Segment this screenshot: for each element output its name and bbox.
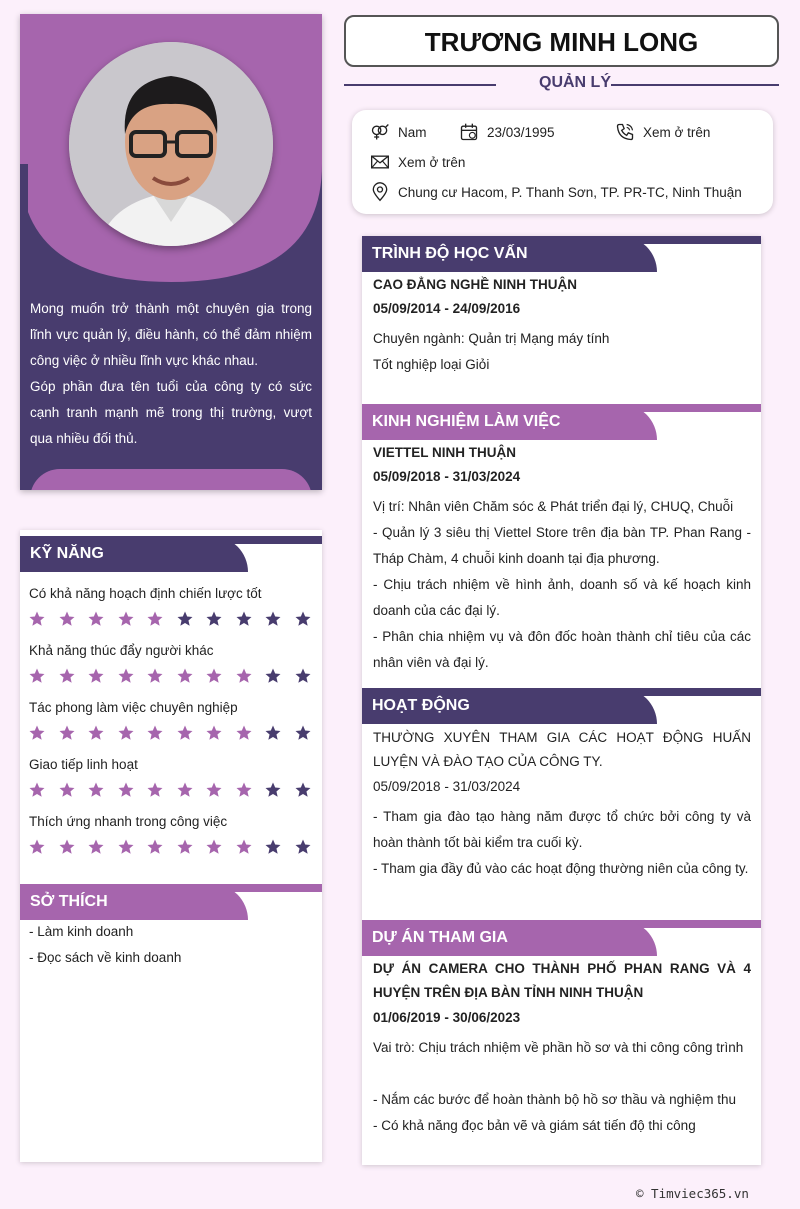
project-role: Vai trò: Chịu trách nhiệm về phần hồ sơ và thi công công trình (373, 1040, 744, 1055)
star-icon (235, 838, 253, 856)
hobbies-heading (20, 884, 322, 920)
project-item: - Có khả năng đọc bản vẽ và giám sát tiến độ thi công (373, 1118, 696, 1133)
project-dates: 01/06/2019 - 30/06/2023 (373, 1010, 521, 1025)
star-icon (117, 781, 135, 799)
education-school: CAO ĐẲNG NGHỀ NINH THUẬN (373, 277, 577, 292)
activities-title: THƯỜNG XUYÊN THAM GIA CÁC HOẠT ĐỘNG HUẤN LUYỆN VÀ ĐÀO TẠO CỦA CÔNG TY. (373, 730, 751, 769)
star-icon (146, 667, 164, 685)
star-icon (146, 838, 164, 856)
skills-card (20, 530, 322, 1162)
star-icon (58, 610, 76, 628)
footer-copyright: © Timviec365.vn (636, 1186, 749, 1201)
star-icon (146, 610, 164, 628)
email-value: Xem ở trên (398, 154, 466, 170)
experience-company: VIETTEL NINH THUẬN (373, 445, 517, 460)
star-icon (294, 724, 312, 742)
job-title: QUẢN LÝ (539, 74, 611, 91)
phone-icon (615, 122, 635, 142)
star-icon (235, 667, 253, 685)
star-icon (117, 610, 135, 628)
skill-name: Giao tiếp linh hoạt (29, 757, 138, 772)
star-icon (146, 724, 164, 742)
activity-item: - Tham gia đầy đủ vào các hoạt động thường niên của công ty. (373, 861, 749, 876)
star-icon (264, 724, 282, 742)
address-info (370, 182, 742, 202)
objective-paragraph-2: Góp phần đưa tên tuổi của công ty có sức cạnh tranh mạnh mẽ trong thị trường, vượt qua nhiều đối thủ. (30, 379, 312, 446)
star-icon (87, 724, 105, 742)
projects-heading-label: DỰ ÁN THAM GIA (362, 920, 657, 956)
star-icon (294, 781, 312, 799)
birthday-info (459, 122, 555, 142)
star-icon (117, 667, 135, 685)
candidate-name: TRƯƠNG MINH LONG (344, 15, 779, 67)
star-icon (176, 724, 194, 742)
project-item: - Nắm các bước để hoàn thành bộ hồ sơ thầu và nghiệm thu (373, 1092, 736, 1107)
experience-heading (362, 404, 761, 440)
star-icon (28, 781, 46, 799)
star-icon (235, 781, 253, 799)
skill-rating (28, 667, 312, 685)
star-icon (205, 838, 223, 856)
title-divider-left (344, 84, 496, 86)
star-icon (264, 667, 282, 685)
star-icon (294, 610, 312, 628)
experience-duty: - Chịu trách nhiệm về hình ảnh, doanh số và kế hoạch kinh doanh của các đại lý. (373, 577, 751, 618)
location-icon (370, 182, 390, 202)
experience-heading-label: KINH NGHIỆM LÀM VIỆC (362, 404, 657, 440)
skill-rating (28, 610, 312, 628)
main-content-card (362, 236, 761, 1165)
activities-dates: 05/09/2018 - 31/03/2024 (373, 779, 521, 794)
star-icon (87, 667, 105, 685)
hobby-item: - Làm kinh doanh (29, 924, 134, 939)
projects-heading (362, 920, 761, 956)
star-icon (117, 724, 135, 742)
star-icon (235, 610, 253, 628)
education-major: Chuyên ngành: Quản trị Mạng máy tính (373, 331, 610, 346)
star-icon (235, 724, 253, 742)
activities-heading (362, 688, 761, 724)
email-info (370, 152, 465, 172)
star-icon (87, 781, 105, 799)
star-icon (264, 610, 282, 628)
hobby-item: - Đọc sách về kinh doanh (29, 950, 182, 965)
experience-duty: - Quản lý 3 siêu thị Viettel Store trên địa bàn TP. Phan Rang - Tháp Chàm, 4 chuỗi kinh doanh tại địa phương. (373, 525, 751, 566)
education-grade: Tốt nghiệp loại Giỏi (373, 357, 490, 372)
star-icon (205, 667, 223, 685)
email-icon (370, 152, 390, 172)
star-icon (117, 838, 135, 856)
skills-heading-label: KỸ NĂNG (20, 536, 248, 572)
birthday-value: 23/03/1995 (487, 124, 555, 140)
star-icon (87, 838, 105, 856)
star-icon (264, 781, 282, 799)
star-icon (176, 838, 194, 856)
star-icon (176, 781, 194, 799)
skill-rating (28, 724, 312, 742)
activities-heading-label: HOẠT ĐỘNG (362, 688, 657, 724)
skill-name: Thích ứng nhanh trong công việc (29, 814, 228, 829)
gender-icon (370, 122, 390, 142)
skills-heading (20, 536, 322, 572)
education-heading-label: TRÌNH ĐỘ HỌC VẤN (362, 236, 657, 272)
career-objective (30, 296, 312, 452)
skill-rating (28, 838, 312, 856)
star-icon (28, 667, 46, 685)
skill-name: Khả năng thúc đẩy người khác (29, 643, 214, 658)
star-icon (205, 781, 223, 799)
contact-info-box (352, 110, 773, 214)
project-title: DỰ ÁN CAMERA CHO THÀNH PHỐ PHAN RANG VÀ 4 HUYỆN TRÊN ĐỊA BÀN TỈNH NINH THUẬN (373, 961, 751, 1000)
avatar-photo (69, 42, 273, 246)
skill-name: Tác phong làm việc chuyên nghiệp (29, 700, 238, 715)
gender-info (370, 122, 427, 142)
star-icon (87, 610, 105, 628)
star-icon (58, 724, 76, 742)
skill-name: Có khả năng hoạch định chiến lược tốt (29, 586, 262, 601)
phone-info (615, 122, 710, 142)
star-icon (146, 781, 164, 799)
avatar (69, 42, 273, 246)
star-icon (205, 724, 223, 742)
experience-dates: 05/09/2018 - 31/03/2024 (373, 469, 521, 484)
profile-card (20, 14, 322, 490)
star-icon (294, 667, 312, 685)
experience-position: Vị trí: Nhân viên Chăm sóc & Phát triển đại lý, CHUQ, Chuỗi (373, 499, 734, 514)
title-divider-right (611, 84, 779, 86)
education-dates: 05/09/2014 - 24/09/2016 (373, 301, 521, 316)
profile-bottom-arc (30, 469, 312, 490)
gender-value: Nam (398, 124, 427, 140)
star-icon (294, 838, 312, 856)
star-icon (264, 838, 282, 856)
skill-rating (28, 781, 312, 799)
star-icon (28, 838, 46, 856)
objective-paragraph-1: Mong muốn trở thành một chuyên gia trong lĩnh vực quản lý, điều hành, có thể đảm nhiệm công việc ở nhiều lĩnh vực khác nhau. (30, 301, 312, 368)
star-icon (205, 610, 223, 628)
calendar-icon (459, 122, 479, 142)
star-icon (58, 838, 76, 856)
star-icon (176, 667, 194, 685)
activity-item: - Tham gia đào tạo hàng năm được tổ chức bởi công ty và hoàn thành tốt bài kiểm tra cuối kỳ. (373, 809, 751, 850)
hobbies-heading-label: SỞ THÍCH (20, 884, 248, 920)
star-icon (176, 610, 194, 628)
star-icon (58, 781, 76, 799)
phone-value: Xem ở trên (643, 124, 711, 140)
star-icon (58, 667, 76, 685)
star-icon (28, 610, 46, 628)
address-value: Chung cư Hacom, P. Thanh Sơn, TP. PR-TC, Ninh Thuận (398, 184, 742, 200)
experience-duty: - Phân chia nhiệm vụ và đôn đốc hoàn thành chỉ tiêu của các nhân viên và đại lý. (373, 629, 751, 670)
star-icon (28, 724, 46, 742)
education-heading (362, 236, 761, 272)
